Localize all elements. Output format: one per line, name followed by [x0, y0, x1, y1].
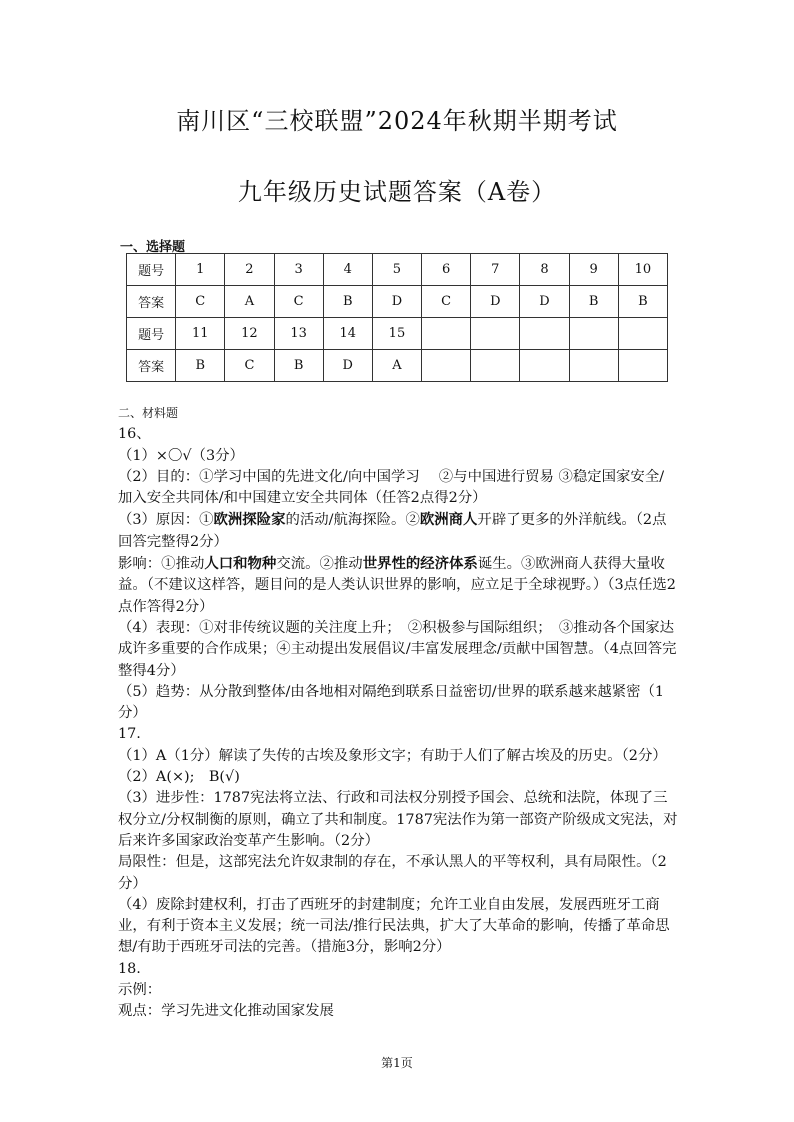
table-cell	[520, 318, 569, 350]
bold-text: 世界性的经济体系	[362, 555, 478, 573]
table-cell: D	[372, 286, 421, 318]
table-cell	[569, 350, 618, 382]
q17-part3-limitation: 局限性：但是，这部宪法允许奴隶制的存在，不承认黑人的平等权利，具有局限性。（2分）	[118, 854, 667, 892]
table-cell: A	[225, 286, 274, 318]
row-header: 答案	[127, 350, 176, 382]
table-row	[127, 350, 668, 382]
bold-text: 人口和物种	[204, 555, 277, 573]
section-heading-choice: 一、选择题	[120, 240, 186, 255]
q16-part3-impact	[118, 553, 678, 618]
table-cell: 15	[372, 318, 421, 350]
answer-body	[118, 403, 678, 1023]
table-cell: 12	[225, 318, 274, 350]
table-cell: C	[274, 286, 323, 318]
row-header: 题号	[127, 318, 176, 350]
table-cell: 6	[422, 254, 471, 286]
table-cell: B	[274, 350, 323, 382]
question-16-number: 16、	[118, 426, 151, 443]
table-cell: C	[176, 286, 225, 318]
table-cell: 1	[176, 254, 225, 286]
table-cell: D	[323, 350, 372, 382]
q17-part1: （1）A（1分）解读了失传的古埃及象形文字；有助于人们了解古埃及的历史。（2分）	[118, 747, 667, 764]
table-cell	[471, 350, 520, 382]
table-cell: 7	[471, 254, 520, 286]
table-cell: 3	[274, 254, 323, 286]
table-cell: 2	[225, 254, 274, 286]
text-run: 的活动/航海探险。②	[285, 512, 420, 529]
text-run: 影响：①推动	[118, 556, 205, 573]
text-run: 诞生。③欧洲商人获得大量收益。（不建议这样答，题目问的是人类认识世界的影响，应立足于全球视野。）（3点任选2点作答得2分）	[118, 556, 676, 615]
q17-part3-progress: （3）进步性：1787宪法将立法、行政和司法权分别授予国会、总统和法院，体现了三权分立/分权制衡的原则，确立了共和制度。1787宪法作为第一部资产阶级成文宪法，对后来许多国家政治变革产生影响。（2分）	[118, 790, 678, 849]
question-17-number: 17.	[118, 726, 141, 743]
q17-part2: （2）A(×); B(√)	[118, 769, 240, 786]
exam-title: 南川区“三校联盟”2024年秋期半期考试	[176, 107, 618, 135]
table-cell: 9	[569, 254, 618, 286]
table-row	[127, 318, 668, 350]
bold-text: 欧洲商人	[419, 511, 478, 529]
table-cell: B	[618, 286, 667, 318]
table-cell	[618, 350, 667, 382]
answer-table	[126, 253, 668, 382]
table-cell	[422, 318, 471, 350]
bold-text: 欧洲探险家	[213, 511, 286, 529]
table-cell	[569, 318, 618, 350]
q16-part1: （1）×〇√（3分）	[118, 447, 244, 464]
table-cell: D	[520, 286, 569, 318]
q18-example: 示例：	[118, 982, 162, 999]
table-row	[127, 286, 668, 318]
q16-part2: （2）目的：①学习中国的先进文化/向中国学习 ②与中国进行贸易 ③稳定国家安全/加入安全共同体/和中国建立安全共同体（任答2点得2分）	[118, 468, 665, 507]
table-cell: 5	[372, 254, 421, 286]
row-header: 题号	[127, 254, 176, 286]
q18-viewpoint: 观点：学习先进文化推动国家发展	[118, 1003, 334, 1020]
q17-part4: （4）废除封建权利，打击了西班牙的封建制度；允许工业自由发展，发展西班牙工商业，有利于资本主义发展；统一司法/推行民法典，扩大了大革命的影响，传播了革命思想/有助于西班牙司法的完善。（措施3分，影响2分）	[118, 896, 670, 956]
text-run: 开辟了更多的外洋航线。（2点回答完整得2分）	[118, 512, 667, 550]
text-run: 交流。②推动	[276, 556, 363, 573]
table-cell: 8	[520, 254, 569, 286]
text-run: （3）原因：①	[118, 512, 214, 529]
table-cell	[618, 318, 667, 350]
table-cell: B	[569, 286, 618, 318]
table-cell: 11	[176, 318, 225, 350]
section-heading-material: 二、材料题	[118, 406, 179, 420]
table-cell: C	[225, 350, 274, 382]
q16-part5: （5）趋势：从分散到整体/由各地相对隔绝到联系日益密切/世界的联系越来越紧密（1分）	[118, 683, 665, 722]
table-cell: 13	[274, 318, 323, 350]
question-18-number: 18.	[118, 960, 141, 977]
table-cell: D	[471, 286, 520, 318]
row-header: 答案	[127, 286, 176, 318]
table-cell	[471, 318, 520, 350]
table-cell	[422, 350, 471, 382]
q16-part3-reason	[118, 509, 678, 553]
q16-part4: （4）表现：①对非传统议题的关注度上升； ②积极参与国际组织； ③推动各个国家达成许多重要的合作成果；④主动提出发展倡议/丰富发展理念/贡献中国智慧。（4点回答完整得4分）	[118, 619, 677, 679]
table-cell: C	[422, 286, 471, 318]
table-cell: 4	[323, 254, 372, 286]
table-cell: 10	[618, 254, 667, 286]
table-cell: B	[323, 286, 372, 318]
exam-subtitle: 九年级历史试题答案（A卷）	[237, 178, 557, 206]
table-row	[127, 254, 668, 286]
table-cell: A	[372, 350, 421, 382]
table-cell	[520, 350, 569, 382]
table-cell: 14	[323, 318, 372, 350]
table-cell: B	[176, 350, 225, 382]
page-number: 第1页	[381, 1056, 413, 1070]
